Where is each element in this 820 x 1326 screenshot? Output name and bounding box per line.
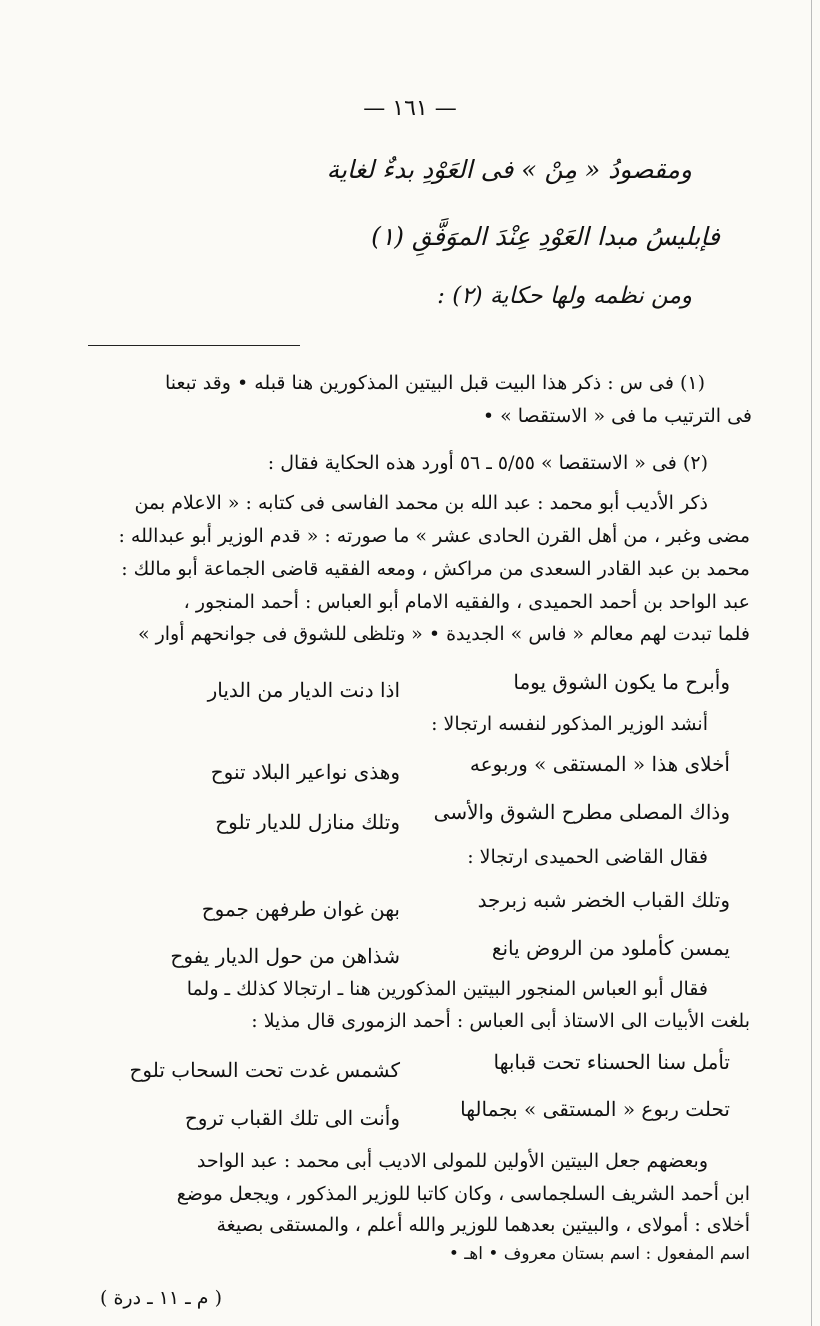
verse-hemistich-left: وأنت الى تلك القباب تروح	[184, 1106, 400, 1130]
prose-line: ابن أحمد الشريف السلجماسى ، وكان كاتبا للوزير المذكور ، ويجعل موضع	[176, 1183, 750, 1205]
verse-hemistich-left: اذا دنت الديار من الديار	[207, 678, 400, 702]
verse-hemistich-right: وتلك القباب الخضر شبه زبرجد	[477, 888, 730, 912]
prose-line: اسم المفعول : اسم بستان معروف • اهـ •	[448, 1244, 750, 1264]
footnote-2-line-1: (٢) فى « الاستقصا » ٥/٥٥ ـ ٥٦ أورد هذه الحكاية فقال :	[267, 452, 708, 474]
poem-line-2: فإبليسُ مبدا العَوْدِ عِنْدَ الموَفَّقِ (١)	[371, 222, 720, 251]
footnote-1-line-2: فى الترتيب ما فى « الاستقصا » •	[482, 405, 752, 427]
prose-line: فقال القاضى الحميدى ارتجالا :	[467, 846, 708, 868]
verse-hemistich-right: تحلت ربوع « المستقى » بجمالها	[460, 1097, 730, 1121]
footnote-divider	[88, 345, 300, 346]
verse-hemistich-right: يمسن كأملود من الروض يانع	[491, 936, 730, 960]
footnote-1-line-1: (١) فى س : ذكر هذا البيت قبل البيتين المذكورين هنا قبله • وقد تبعنا	[164, 372, 705, 394]
prose-line: أنشد الوزير المذكور لنفسه ارتجالا :	[431, 713, 708, 735]
verse-hemistich-left: بهن غوان طرفهن جموح	[201, 897, 400, 921]
prose-line: ذكر الأديب أبو محمد : عبد الله بن محمد الفاسى فى كتابه : « الاعلام بمن	[134, 492, 708, 514]
prose-line: بلغت الأبيات الى الاستاذ أبى العباس : أحمد الزمورى قال مذيلا :	[251, 1010, 750, 1032]
signature-mark: ( م ـ ١١ ـ درة )	[100, 1287, 222, 1309]
verse-hemistich-left: وهذى نواعير البلاد تنوح	[210, 760, 400, 784]
prose-line: مضى وغبر ، من أهل القرن الحادى عشر » ما صورته : « قدم الوزير أبو عبدالله :	[118, 525, 750, 547]
page-number: — ١٦١ —	[363, 96, 457, 121]
prose-line: فلما تبدت لهم معالم « فاس » الجديدة • « وتلظى للشوق فى جوانحهم أوار »	[137, 623, 750, 645]
prose-line: فقال أبو العباس المنجور البيتين المذكورين هنا ـ ارتجالا كذلك ـ ولما	[186, 978, 708, 1000]
page-edge	[811, 0, 812, 1326]
verse-hemistich-right: تأمل سنا الحسناء تحت قبابها	[493, 1050, 730, 1074]
prose-line: عبد الواحد بن أحمد الحميدى ، والفقيه الامام أبو العباس : أحمد المنجور ،	[183, 591, 750, 613]
prose-line: وبعضهم جعل البيتين الأولين للمولى الاديب أبى محمد : عبد الواحد	[196, 1150, 708, 1172]
poem-line-3: ومن نظمه ولها حكاية (٢) :	[437, 283, 692, 309]
verse-hemistich-left: شذاهن من حول الديار يفوح	[170, 944, 400, 968]
poem-line-1: ومقصودُ « مِنْ » فى العَوْدِ بدءٌ لغاية	[326, 155, 692, 184]
prose-line: محمد بن عبد القادر السعدى من مراكش ، ومعه الفقيه قاضى الجماعة أبو مالك :	[121, 558, 750, 580]
verse-hemistich-right: وذاك المصلى مطرح الشوق والأسى	[433, 800, 730, 824]
verse-hemistich-right: أخلاى هذا « المستقى » وربوعه	[469, 752, 730, 776]
verse-hemistich-left: وتلك منازل للديار تلوح	[215, 810, 400, 834]
verse-hemistich-left: كشمس غدت تحت السحاب تلوح	[129, 1058, 400, 1082]
prose-line: أخلاى : أمولاى ، والبيتين بعدهما للوزير والله أعلم ، والمستقى بصيغة	[216, 1214, 750, 1236]
verse-hemistich-right: وأبرح ما يكون الشوق يوما	[513, 670, 730, 694]
